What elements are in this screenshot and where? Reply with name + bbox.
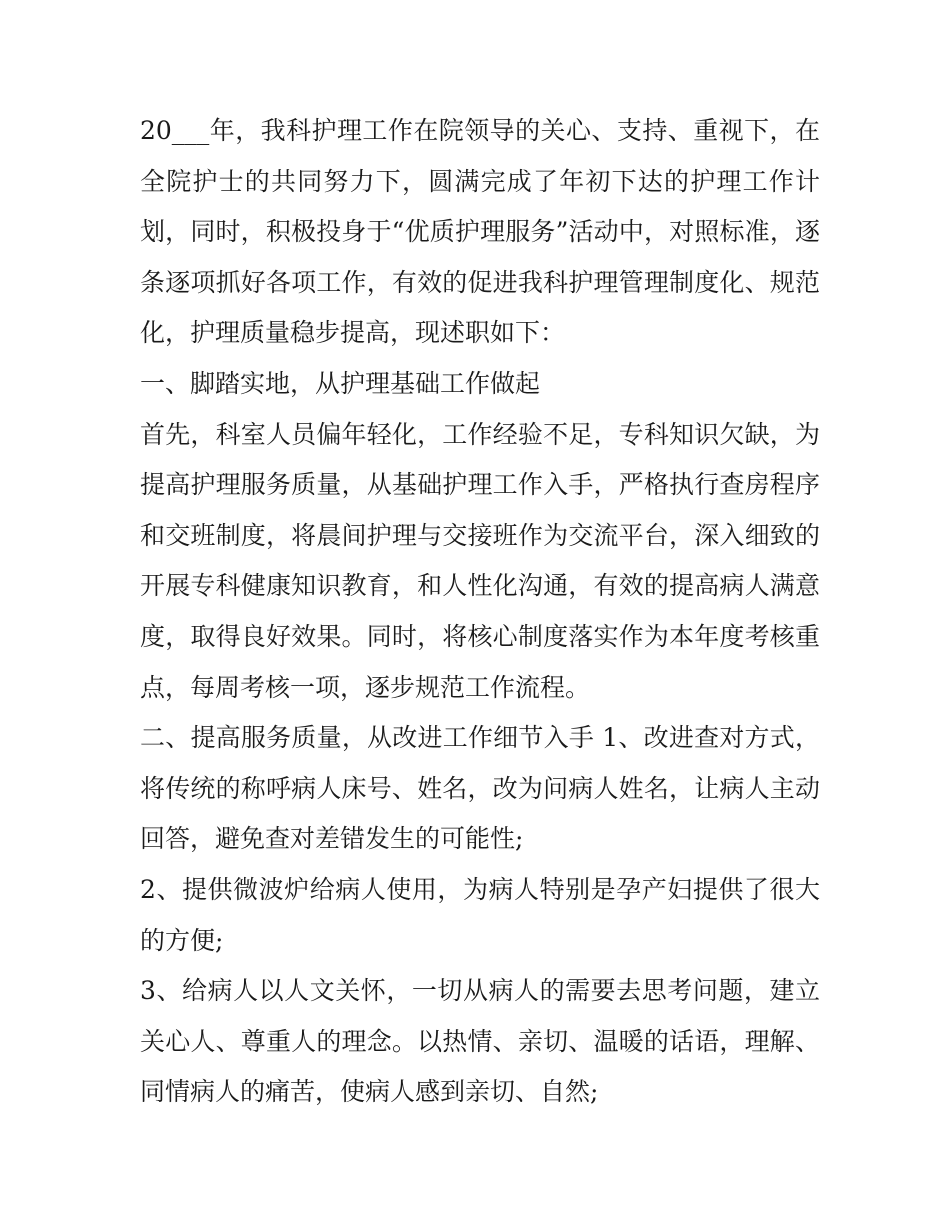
item-two-paragraph: 2、提供微波炉给病人使用，为病人特别是孕产妇提供了很大的方便;: [140, 874, 820, 955]
section-one-paragraph: 首先，科室人员偏年轻化，工作经验不足，专科知识欠缺，为提高护理服务质量，从基础护理工作入手，严格执行查房程序和交班制度，将晨间护理与交接班作为交流平台，深入细致的开展专科健康知识教育，和人性化沟通，有效的提高病人满意度，取得良好效果。同时，将核心制度落实作为本年度考核重点，每周考核一项，逐步规范工作流程。: [140, 419, 820, 702]
section-heading-two-item-one: 二、提高服务质量，从改进工作细节入手 1、改进查对方式，将传统的称呼病人床号、姓名，改为问病人姓名，让病人主动回答，避免查对差错发生的可能性;: [140, 723, 820, 854]
section-heading-one: 一、脚踏实地，从护理基础工作做起: [140, 368, 541, 398]
item-three-paragraph: 3、给病人以人文关怀，一切从病人的需要去思考问题，建立关心人、尊重人的理念。以热情、亲切、温暖的话语，理解、同情病人的痛苦，使病人感到亲切、自然;: [140, 976, 820, 1107]
intro-paragraph: 20___年，我科护理工作在院领导的关心、支持、重视下，在全院护士的共同努力下，圆满完成了年初下达的护理工作计划，同时，积极投身于“优质护理服务”活动中，对照标准，逐条逐项抓好各项工作，有效的促进我科护理管理制度化、规范化，护理质量稳步提高，现述职如下：: [140, 116, 820, 348]
document-body: [140, 106, 820, 1118]
